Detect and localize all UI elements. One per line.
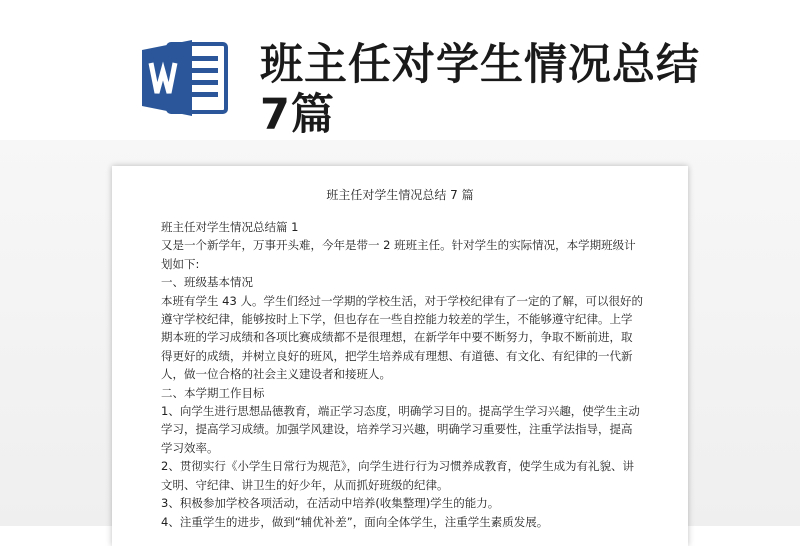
document-body (161, 218, 643, 531)
page-title: 班主任对学生情况总结7篇 (260, 40, 700, 140)
paragraph: 2、贯彻实行《小学生日常行为规范》，向学生进行行为习惯养成教育，使学生成为有礼貌、讲文明、守纪律、讲卫生的好少年，从而抓好班级的纪律。 (161, 459, 635, 492)
paragraph: 本班有学生 43 人。学生们经过一学期的学校生活，对于学校纪律有了一定的了解，可以很好的遵守学校纪律，能够按时上下学，但也存在一些自控能力较差的学生，不能够遵守纪律。上学期本班的学习成绩和各项比赛成绩都不是很理想，在新学年中要不断努力，争取不断前进，取得更好的成绩，并树立良好的班风，把学生培养成有理想、有道德、有文化、有纪律的一代新人，做一位合格的社会主义建设者和接班人。 (161, 293, 643, 382)
paragraph: 3、积极参加学校各项活动，在活动中培养(收集整理)学生的能力。 (161, 496, 500, 511)
word-icon (140, 38, 232, 118)
section-heading: 班主任对学生情况总结篇 1 (161, 220, 299, 234)
document-page (112, 166, 688, 546)
document-title: 班主任对学生情况总结 7 篇 (326, 188, 474, 202)
section-heading: 二、本学期工作目标 (161, 385, 265, 400)
paragraph: 1、向学生进行思想品德教育，端正学习态度，明确学习目的。提高学生学习兴趣，使学生主动学习，提高学习成绩。加强学风建设，培养学习兴趣，明确学习重要性，注重学法指导，提高学习效率。 (161, 404, 640, 455)
paragraph: 4、注重学生的进步，做到“辅优补差”，面向全体学生，注重学生素质发展。 (161, 514, 549, 529)
paragraph: 又是一个新学年，万事开头难，今年是带一 2 班班主任。针对学生的实际情况，本学期班级计划如下: (161, 238, 636, 271)
section-heading: 一、班级基本情况 (161, 275, 253, 290)
